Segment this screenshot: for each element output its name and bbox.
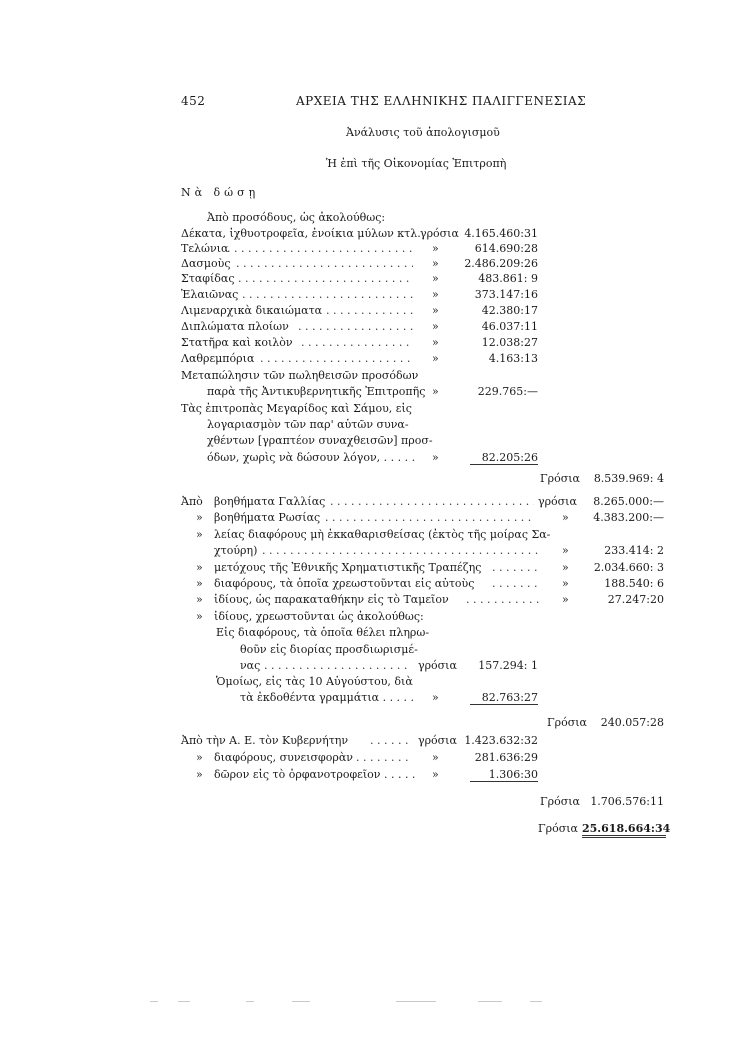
subtitle-to-give: Νὰ δώσῃ (181, 186, 260, 199)
row-amount: 1.423.632:32 (464, 734, 538, 747)
sub-label-line1: Εἰς διαφόρους, τὰ ὁποῖα θέλει πληρω- (216, 626, 430, 639)
ditto-mark: » (196, 768, 203, 781)
committees-line4: όδων, χωρὶς νὰ δώσουν λόγον, . . . . . (207, 451, 416, 464)
row-label: βοηθήματα Γαλλίας (214, 495, 326, 508)
scan-mark (246, 1001, 254, 1002)
row-label: ἰδίους, χρεωστοῦνται ὡς ἀκολούθως: (214, 610, 424, 623)
ditto-mark: » (432, 352, 439, 365)
row-amount: 2.486.209:26 (464, 257, 538, 270)
committees-line2: λογαριασμὸν τῶν παρ' αὐτῶν συνα- (207, 418, 409, 431)
ditto-mark: » (432, 451, 439, 464)
ditto-mark: » (432, 288, 439, 301)
row-label: δῶρον εἰς τὸ ὀρφανοτροφεῖον . . . . . (214, 768, 416, 781)
leader-dots (262, 544, 538, 557)
section3-total-label: Γρόσια (540, 795, 580, 808)
currency-word: γρόσια (420, 227, 459, 240)
row-amount: 373.147:16 (474, 288, 538, 301)
leader-dots (260, 352, 413, 365)
row-label: Τελώνια (181, 242, 229, 255)
leader-dots (236, 257, 413, 270)
sub2-label-line1: Ὁμοίως, εἰς τὰς 10 Αὐγούστου, διὰ (216, 675, 413, 688)
row-amount: 483.861: 9 (478, 272, 538, 285)
section3-total: 1.706.576:11 (590, 795, 664, 808)
committees-line1: Τὰς ἐπιτροπὰς Μεγαρίδος καὶ Σάμου, εἰς (181, 402, 412, 415)
row-label: Στατῆρα καὶ κοιλὸν (181, 336, 293, 349)
row-label: Ἀπὸ τὴν Α. Ε. τὸν Κυβερνήτην (181, 734, 349, 747)
leader-dots (227, 242, 413, 255)
leader-dots (326, 304, 413, 317)
sub-label-line2: θοῦν εἰς διορίας προσδιωρισμέ- (240, 643, 418, 656)
row-label: Δέκατα, ἰχθυοτροφεῖα, ἐνοίκια μύλων κτλ. (181, 227, 421, 240)
title-analysis: Ἀνάλυσις τοῦ ἀπολογισμοῦ (346, 126, 500, 139)
ditto-mark: » (196, 511, 203, 524)
row-label: Λαθρεμπόρια (181, 352, 255, 365)
row-amount: 4.165.460:31 (464, 227, 538, 240)
ditto-mark: » (432, 304, 439, 317)
row-amount: 4.163:13 (488, 352, 538, 365)
leader-dots (356, 751, 413, 764)
row-label: Ἐλαιῶνας (181, 288, 239, 301)
scan-mark (292, 1001, 310, 1002)
row-amount: 188.540: 6 (604, 577, 664, 590)
leader-dots (264, 659, 410, 672)
leader-dots (298, 320, 413, 333)
ditto-mark: » (432, 691, 439, 704)
committees-line3: χθέντων [γραπτέον συναχθεισῶν] προσ- (207, 434, 433, 447)
row-label: ἰδίους, ὡς παρακαταθήκην εἰς τὸ Ταμεῖον (214, 593, 449, 606)
row-label: Σταφίδας (181, 272, 235, 285)
row-label: Δασμοὺς (181, 257, 231, 270)
section1-intro: Ἀπὸ προσόδους, ὡς ἀκολούθως: (207, 211, 386, 224)
grand-total-label: Γρόσια (538, 822, 578, 835)
ditto-mark: » (432, 242, 439, 255)
leader-dots (238, 272, 413, 285)
row-amount: 42.380:17 (481, 304, 538, 317)
ditto-mark: » (432, 768, 439, 781)
sub2-label-line2: τὰ ἐκδοθέντα γραμμάτια . . . . . (240, 691, 415, 704)
row-amount: 4.383.200:— (593, 511, 664, 524)
ditto-mark: » (196, 593, 203, 606)
row-amount: 46.037:11 (481, 320, 538, 333)
leader-dots (492, 577, 542, 590)
ditto-mark: » (562, 511, 569, 524)
currency-word: γρόσια (418, 659, 457, 672)
leader-dots (242, 288, 413, 301)
ditto-mark: » (196, 528, 203, 541)
ditto-mark: » (432, 272, 439, 285)
ditto-mark: » (432, 320, 439, 333)
scan-mark (178, 1001, 190, 1002)
resale-line1: Μεταπώλησιν τῶν πωληθεισῶν προσόδων (181, 369, 419, 382)
running-title: ΑΡΧΕΙΑ ΤΗΣ ΕΛΛΗΝΙΚΗΣ ΠΑΛΙΓΓΕΝΕΣΙΑΣ (296, 94, 587, 108)
section2-total-label: Γρόσια (547, 716, 587, 729)
ditto-mark: » (562, 544, 569, 557)
title-committee: Ἡ ἐπὶ τῆς Οἰκονομίας Ἐπιτροπὴ (326, 157, 507, 170)
row-amount: 27.247:20 (607, 593, 664, 606)
row-label: Διπλώματα πλοίων (181, 320, 289, 333)
ditto-mark: » (562, 561, 569, 574)
leader-dots (370, 734, 413, 747)
row-label: μετόχους τῆς Ἐθνικῆς Χρηματιστικῆς Τραπέζης (214, 561, 482, 574)
section2-total: 240.057:28 (600, 716, 664, 729)
sub-amount: 157.294: 1 (478, 659, 538, 672)
row-amount: 233.414: 2 (604, 544, 664, 557)
scan-mark (478, 1001, 502, 1002)
committees-amount: 82.205:26 (470, 451, 538, 465)
currency-word: γρόσια (418, 734, 457, 747)
apo-word: Ἀπὸ (181, 495, 203, 508)
ditto-mark: » (432, 751, 439, 764)
resale-amount: 229.765:— (477, 385, 538, 398)
sub2-amount: 82.763:27 (470, 691, 538, 705)
row-amount: 1.306:30 (470, 768, 538, 782)
leader-dots (325, 511, 535, 524)
row-label: Λιμεναρχικὰ δικαιώματα (181, 304, 323, 317)
leader-dots (466, 593, 542, 606)
row-label-line2: χτούρη) (214, 544, 258, 557)
ditto-mark: » (562, 593, 569, 606)
scan-mark (530, 1001, 542, 1002)
row-amount: 12.038:27 (481, 336, 538, 349)
ditto-mark: » (196, 610, 203, 623)
leader-dots (330, 495, 534, 508)
resale-line2: παρὰ τῆς Ἀντικυβερνητικῆς Ἐπιτροπῆς (207, 385, 426, 398)
ditto-mark: » (432, 257, 439, 270)
row-label: διαφόρους, τὰ ὁποῖα χρεωστοῦνται εἰς αὐτοὺς (214, 577, 475, 590)
row-amount: 281.636:29 (474, 751, 538, 764)
ditto-mark: » (196, 751, 203, 764)
row-amount: 2.034.660: 3 (593, 561, 664, 574)
section1-total-label: Γρόσια (540, 472, 580, 485)
ditto-mark: » (432, 336, 439, 349)
ditto-mark: » (432, 385, 439, 398)
ditto-mark: » (562, 577, 569, 590)
ditto-mark: » (196, 561, 203, 574)
leader-dots (301, 336, 413, 349)
row-label: διαφόρους, συνεισφορὰν (214, 751, 353, 764)
sub-label-line3: νας (240, 659, 261, 672)
scan-mark (396, 1001, 436, 1002)
row-amount: 614.690:28 (474, 242, 538, 255)
scan-mark (150, 1001, 158, 1002)
row-label-line1: λείας διαφόρους μὴ ἐκκαθαρισθείσας (ἐκτὸς τῆς μοίρας Σα- (214, 528, 551, 541)
grand-total-value: 25.618.664:34 (582, 822, 666, 838)
ditto-mark: » (196, 577, 203, 590)
section1-total: 8.539.969: 4 (593, 472, 664, 485)
row-amount: 8.265.000:— (593, 495, 664, 508)
leader-dots (492, 561, 542, 574)
page-number: 452 (181, 94, 206, 108)
row-label: βοηθήματα Ρωσίας (214, 511, 321, 524)
currency-word: γρόσια (538, 495, 577, 508)
